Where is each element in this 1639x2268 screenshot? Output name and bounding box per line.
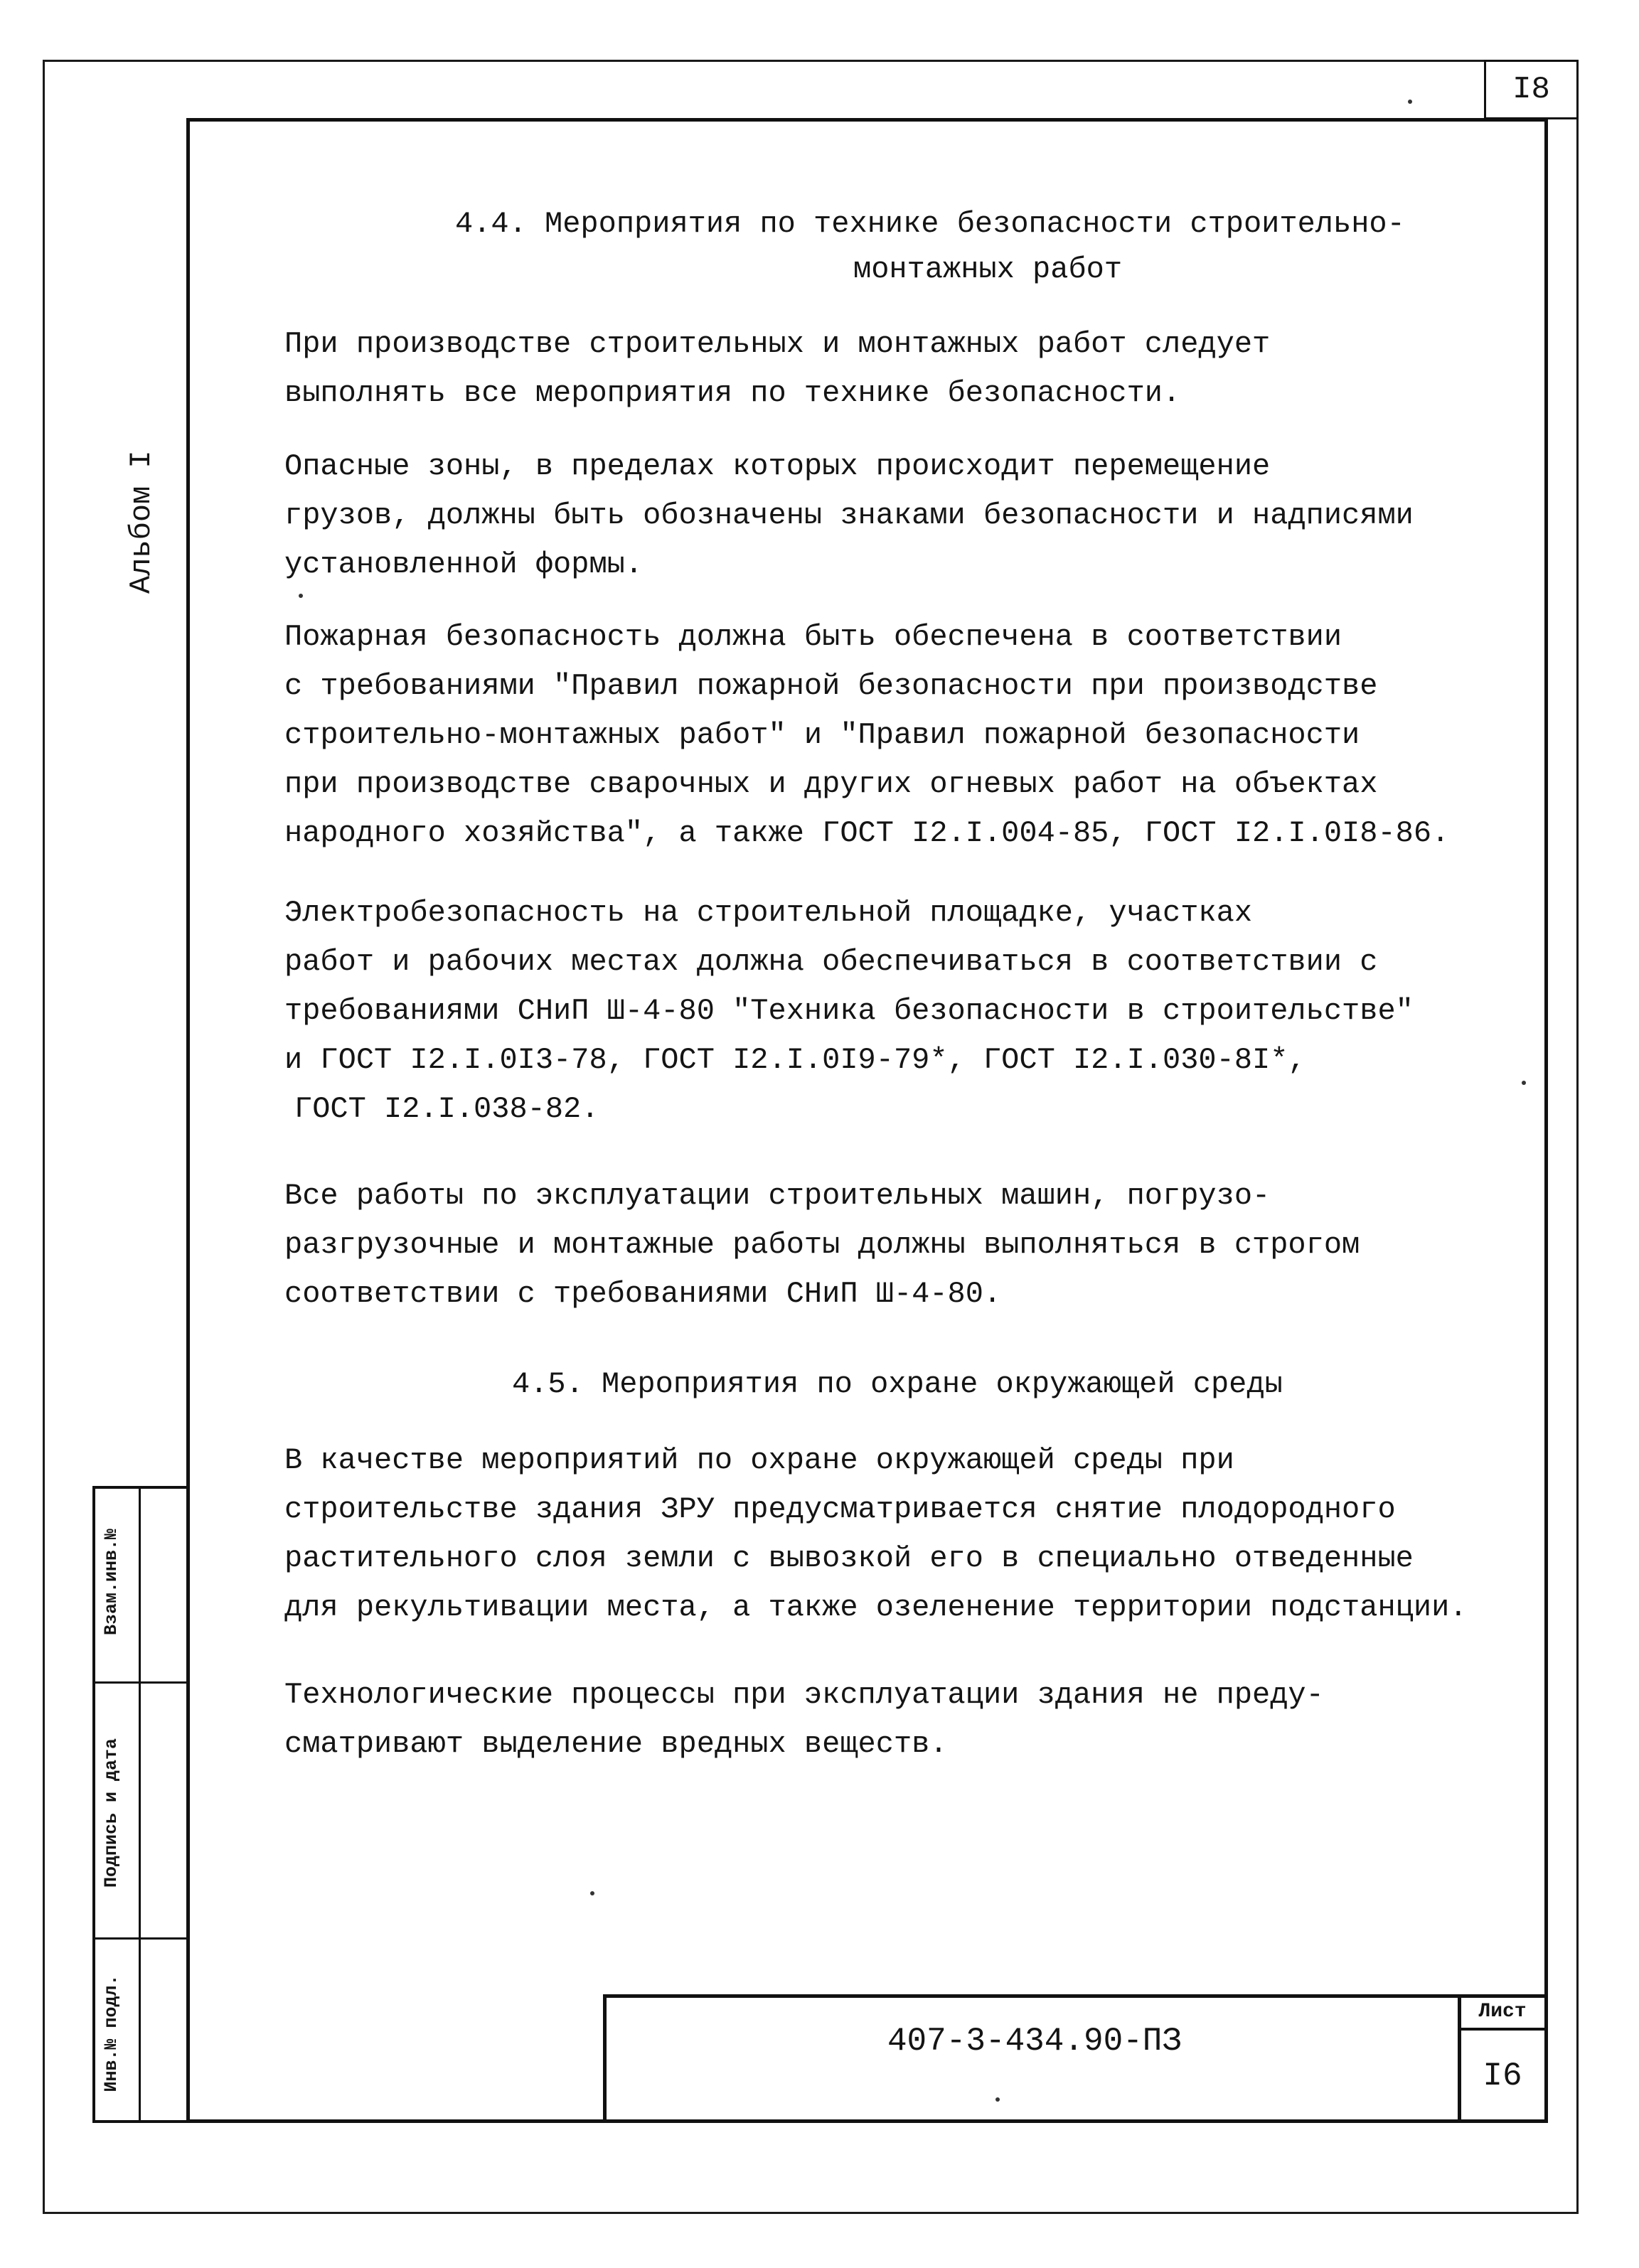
text-line: разгрузочные и монтажные работы должны выполняться в строгом — [284, 1228, 1360, 1262]
paragraph-6 — [284, 1436, 1467, 1632]
text-line: и ГОСТ I2.I.0I3-78, ГОСТ I2.I.0I9-79*, ГОСТ I2.I.030-8I*, — [284, 1043, 1306, 1077]
paragraph-3 — [284, 613, 1449, 858]
text-line: Все работы по эксплуатации строительных машин, погрузо- — [284, 1179, 1271, 1213]
scan-speck — [995, 2097, 1000, 2102]
scan-speck — [1522, 1081, 1526, 1085]
text-line: Пожарная безопасность должна быть обеспечена в соответствии — [284, 620, 1342, 654]
paragraph-7 — [284, 1671, 1324, 1769]
text-line: при производстве сварочных и других огневых работ на объектах — [284, 767, 1378, 801]
album-label: Альбом I — [124, 450, 159, 594]
text-line: строительно-монтажных работ" и "Правил пожарной безопасности — [284, 718, 1360, 752]
text-line: народного хозяйства", а также ГОСТ I2.I.004-85, ГОСТ I2.I.0I8-86. — [284, 816, 1450, 850]
text-line: установленной формы. — [284, 547, 644, 582]
paragraph-4 — [284, 889, 1414, 1134]
text-line: требованиями СНиП Ш-4-80 "Техника безопасности в строительстве" — [284, 994, 1414, 1028]
section-4-4-heading-line2: монтажных работ — [853, 252, 1123, 287]
text-line: растительного слоя земли с вывозкой его в специально отведенные — [284, 1541, 1414, 1576]
text-line: грузов, должны быть обозначены знаками безопасности и надписями — [284, 498, 1414, 533]
stamp-divider-vertical — [139, 1486, 141, 2123]
text-line: Электробезопасность на строительной площадке, участках — [284, 896, 1253, 930]
paragraph-5 — [284, 1172, 1360, 1319]
stamp-original-inventory: Инв.№ подл. — [101, 1974, 122, 2092]
text-line: В качестве мероприятий по охране окружающей среды при — [284, 1443, 1234, 1477]
text-line: с требованиями "Правил пожарной безопасности при производстве — [284, 669, 1378, 703]
stamp-divider — [92, 1681, 186, 1684]
sheet-label: Лист — [1459, 1996, 1546, 2031]
sheet-number: I6 — [1483, 2058, 1522, 2095]
scan-speck — [299, 594, 303, 598]
text-line: При производстве строительных и монтажных работ следует — [284, 327, 1271, 361]
section-4-5-heading: 4.5. Мероприятия по охране окружающей среды — [512, 1367, 1283, 1401]
stamp-divider — [92, 1937, 186, 1940]
text-line: сматривают выделение вредных веществ. — [284, 1727, 948, 1761]
scan-speck — [590, 1891, 594, 1895]
text-line: соответствии с требованиями СНиП Ш-4-80. — [284, 1277, 1002, 1311]
stamp-signature-date: Подпись и дата — [101, 1738, 122, 1888]
text-line: Опасные зоны, в пределах которых происходит перемещение — [284, 449, 1271, 483]
paragraph-1 — [284, 320, 1270, 418]
stamp-replacement-inventory: Взам.инв.№ — [101, 1528, 122, 1636]
paragraph-2 — [284, 442, 1414, 589]
page-number: I8 — [1484, 60, 1579, 119]
scan-speck — [1408, 100, 1412, 104]
document-code: 407-3-434.90-ПЗ — [887, 2023, 1182, 2060]
text-line: для рекультивации места, а также озеленение территории подстанции. — [284, 1590, 1468, 1625]
text-line: выполнять все мероприятия по технике безопасности. — [284, 376, 1181, 410]
section-4-4-heading-line1: 4.4. Мероприятия по технике безопасности строительно- — [455, 207, 1405, 241]
text-line: строительстве здания ЗРУ предусматривается снятие плодородного — [284, 1492, 1396, 1526]
text-line: ГОСТ I2.I.038-82. — [294, 1092, 599, 1126]
text-line: работ и рабочих местах должна обеспечиваться в соответствии с — [284, 945, 1378, 979]
text-line: Технологические процессы при эксплуатации здания не преду- — [284, 1678, 1324, 1712]
